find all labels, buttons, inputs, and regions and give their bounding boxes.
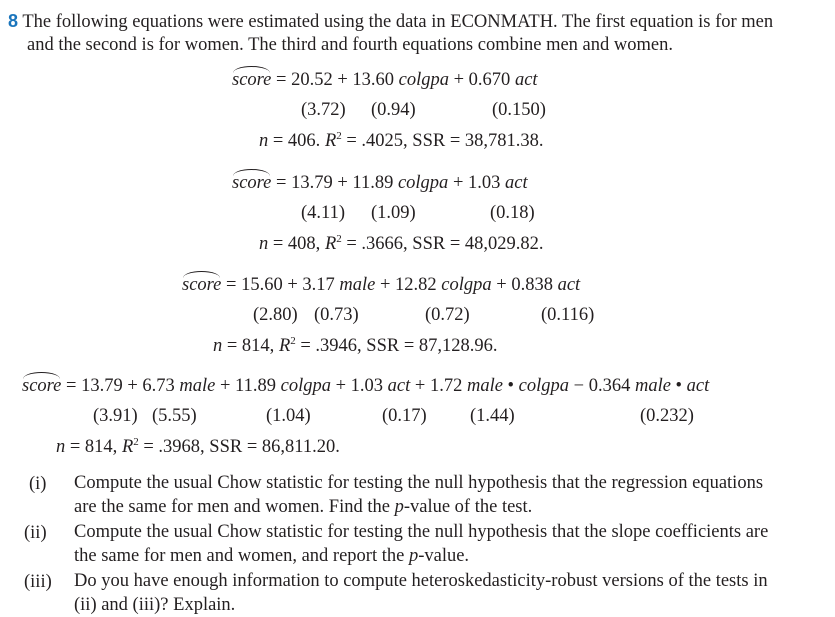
equation-women [232, 174, 528, 193]
eq2-lhs: score [232, 173, 272, 193]
eq1-r-squared: 2 [336, 130, 342, 142]
eq1-var-colgpa: colgpa [398, 70, 449, 90]
part-i-line2-end: -value of the test. [403, 497, 533, 517]
part-i-line2: are the same for men and women. Find the [74, 497, 395, 517]
eq2-r: R [324, 234, 337, 255]
eq4-rhs: − 0.364 [569, 376, 635, 396]
eq3-rhs: + 0.838 [491, 275, 558, 295]
eq2-stats [259, 234, 544, 254]
part-text-ii [74, 520, 814, 568]
eq1-stats [259, 131, 544, 151]
problem-intro [8, 12, 773, 32]
eq4-var-act: act [686, 376, 710, 396]
part-ii-line1: Compute the usual Chow statistic for testing the null hypothesis that the slope coefficients are [74, 522, 769, 542]
eq1-r2-ssr: = .4025, SSR = 38,781.38. [341, 131, 544, 152]
equation-men [232, 71, 538, 90]
eq1-rhs: = 20.52 + 13.60 [276, 70, 399, 90]
part-iii-line2: (ii) and (iii)? Explain. [74, 595, 236, 615]
eq4-rhs: + 11.89 [215, 376, 281, 396]
eq4-se-4: (0.17) [382, 406, 427, 426]
eq1-lhs: score [232, 70, 272, 90]
eq3-se-1: (2.80) [253, 305, 298, 325]
eq3-se-4: (0.116) [541, 305, 595, 325]
eq4-rhs: + 1.03 [330, 376, 388, 396]
eq3-se-2: (0.73) [314, 305, 359, 325]
eq4-lhs: score [22, 376, 62, 396]
eq3-rhs: = 15.60 + 3.17 [226, 275, 340, 295]
problem-number: 8 [8, 11, 19, 31]
eq3-var-male: male [339, 275, 376, 295]
eq4-var-act: act [387, 376, 411, 396]
eq4-r2-ssr: = .3968, SSR = 86,811.20. [138, 437, 340, 458]
equation-combined-dummy [182, 276, 580, 295]
part-i-p: p [394, 497, 404, 517]
eq4-dot: • [670, 376, 687, 396]
equation-combined-interactions [22, 377, 709, 396]
problem-intro-line2-row [27, 36, 673, 55]
eq3-n-value: = 814, [222, 336, 279, 357]
eq1-r: R [324, 131, 337, 152]
part-label-i: (i) [29, 474, 47, 494]
eq4-se-5: (1.44) [470, 406, 515, 426]
problem-intro-line2: and the second is for women. The third and fourth equations combine men and women. [27, 35, 673, 55]
part-i-line1: Compute the usual Chow statistic for testing the null hypothesis that the regression equations [74, 473, 764, 493]
problem-intro-line1: The following equations were estimated using the data in ECONMATH. The first equation is for men [22, 12, 774, 32]
eq2-var-act: act [505, 173, 528, 193]
eq3-r: R [278, 336, 291, 357]
part-label-ii: (ii) [24, 523, 47, 543]
eq4-var-colgpa: colgpa [280, 376, 331, 396]
eq3-var-act: act [557, 275, 581, 295]
eq1-se-1: (3.72) [301, 100, 346, 120]
eq1-n-value: = 406. [268, 131, 325, 152]
eq3-r-squared: 2 [290, 335, 296, 347]
part-ii-line2: the same for men and women, and report the [74, 546, 409, 566]
eq4-r-squared: 2 [133, 436, 139, 448]
eq3-rhs: + 12.82 [375, 275, 442, 295]
eq4-se-3: (1.04) [266, 406, 311, 426]
eq3-n: n [213, 336, 223, 357]
eq4-se-6: (0.232) [640, 406, 694, 426]
eq3-r2-ssr: = .3946, SSR = 87,128.96. [295, 336, 498, 357]
part-label-iii: (iii) [24, 572, 52, 592]
part-text-i [74, 471, 814, 519]
eq3-stats [213, 336, 498, 356]
eq4-var-colgpa: colgpa [518, 376, 570, 396]
eq2-r-squared: 2 [336, 233, 342, 245]
eq4-dot: • [502, 376, 519, 396]
eq2-var-colgpa: colgpa [397, 173, 449, 193]
eq3-se-3: (0.72) [425, 305, 470, 325]
eq4-var-male: male [179, 376, 216, 396]
part-text-iii [74, 569, 814, 617]
eq2-n: n [259, 234, 269, 255]
eq4-rhs: + 1.72 [410, 376, 467, 396]
eq1-var-act: act [514, 70, 538, 90]
eq3-lhs: score [182, 275, 222, 295]
eq2-se-2: (1.09) [371, 203, 416, 223]
eq4-r: R [121, 437, 134, 458]
eq4-n: n [56, 437, 66, 458]
eq1-rhs: + 0.670 [449, 70, 515, 90]
eq4-rhs: = 13.79 + 6.73 [66, 376, 180, 396]
part-ii-p: p [408, 546, 419, 566]
eq1-se-2: (0.94) [371, 100, 416, 120]
part-ii-line2-end: -value. [418, 546, 470, 566]
eq4-var-male: male [634, 376, 671, 396]
eq1-se-3: (0.150) [492, 100, 546, 120]
eq4-stats [56, 437, 340, 457]
eq2-se-1: (4.11) [301, 203, 346, 223]
eq2-rhs: + 1.03 [448, 173, 505, 193]
eq2-r2-ssr: = .3666, SSR = 48,029.82. [341, 234, 544, 255]
part-iii-line1: Do you have enough information to compute heteroskedasticity-robust versions of the tests in [74, 571, 768, 591]
eq4-se-2: (5.55) [152, 406, 197, 426]
eq4-n-value: = 814, [65, 437, 122, 458]
eq3-var-colgpa: colgpa [441, 275, 492, 295]
eq4-se-1: (3.91) [93, 406, 138, 426]
eq2-se-3: (0.18) [490, 203, 535, 223]
eq1-n: n [259, 131, 269, 152]
eq4-var-male: male [466, 376, 503, 396]
eq2-rhs: = 13.79 + 11.89 [276, 173, 398, 193]
eq2-n-value: = 408, [268, 234, 325, 255]
